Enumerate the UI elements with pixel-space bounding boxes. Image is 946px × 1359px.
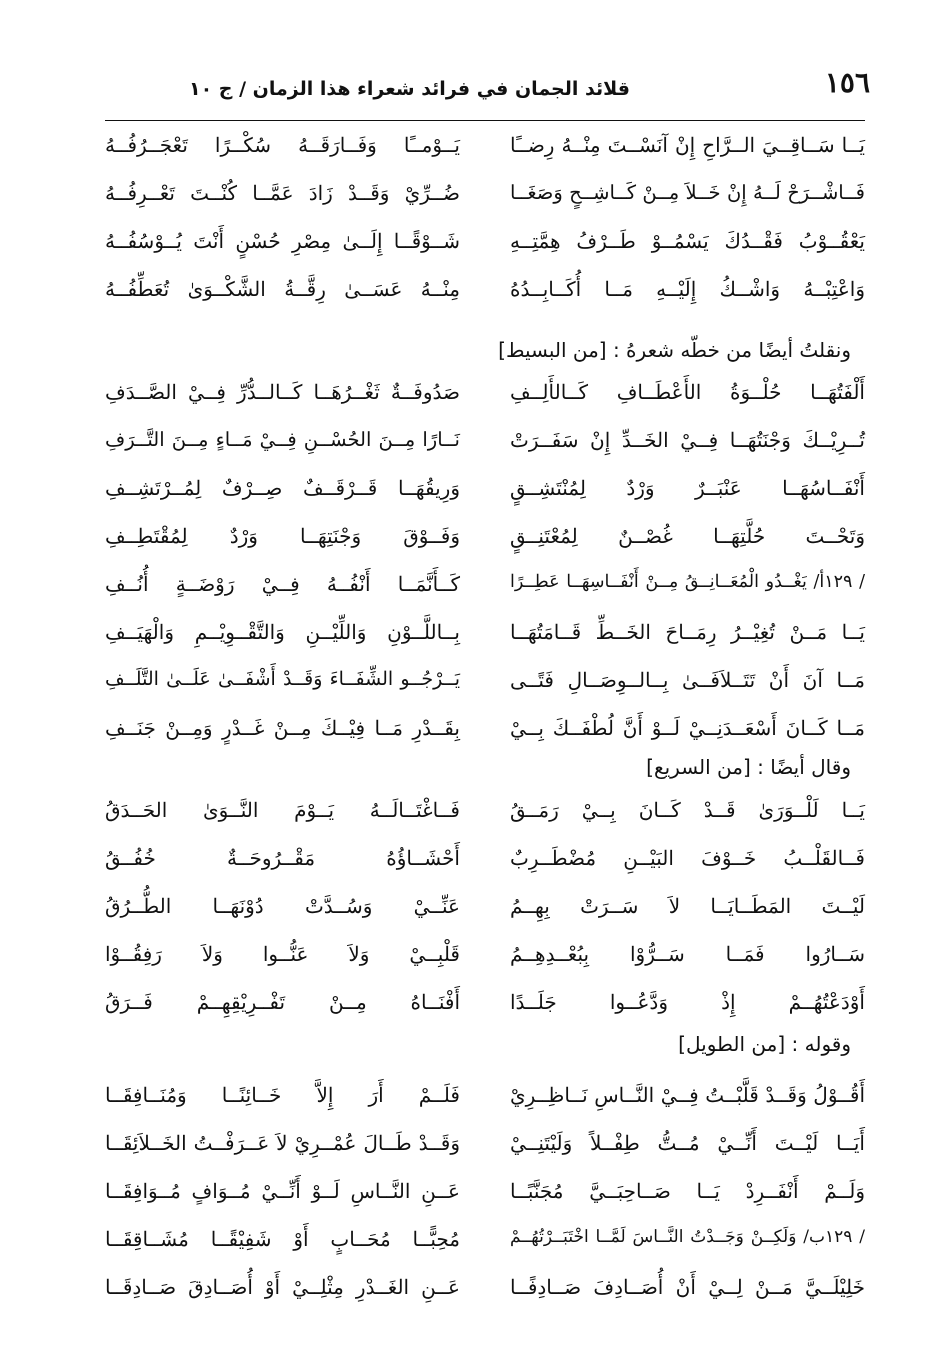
second-hemistich: يَــرْجُــو الشِّفَــاءَ وَقَــدْ أَشْفَــىٰ عَلَــىٰ التَّلَــفِ — [105, 668, 460, 690]
first-hemistich: وَاعْتِبْــهُ وَاشْــكُ إِلَيْــهِ مَــا أُكَــابِــدُهُ — [510, 277, 865, 301]
first-hemistich: يَعْقُــوْبُ فَقْــدُكَ يَسْمُــوْ طَــرْفُ هِمَّتِــهِ — [510, 229, 865, 253]
page-number: ١٥٦ — [824, 66, 870, 99]
second-hemistich: فَلَــمْ أَرَ إِلاَّ خَــائِنًــا وَمُنَــافِقَــا — [105, 1083, 460, 1107]
poem-section-1 — [105, 125, 865, 317]
verse-line — [105, 838, 865, 886]
poem-section-4 — [105, 1075, 865, 1315]
verse-line — [105, 125, 865, 173]
second-hemistich: شَــوْقًــا إِلَــىٰ مِصْرِ حُسْنٍ أَنْتَ يُــوْسُفُــهُ — [105, 229, 460, 253]
poem-section-2 — [105, 372, 865, 756]
first-hemistich: أَنْفَــاسُهَــا عَنْبَــرٌ وَرْدٌ لِمُنْتَشِــقٍ — [510, 476, 865, 500]
first-hemistich: لَيْــتَ المَطَــايَــا لاَ سَــرَتْ بِهِــمُ — [510, 894, 865, 918]
verse-line — [105, 1171, 865, 1219]
first-hemistich: خَلِيْلَــيَّ مَــنْ لِــيْ أَنْ أُصَــادِفَ صَــادِفًــا — [510, 1275, 865, 1299]
verse-line — [105, 1075, 865, 1123]
second-hemistich: أَفْنَــاهُ مِــنْ تَفْــرِيْقِهِــمْ فَــرَقُ — [105, 990, 460, 1014]
first-hemistich: أَيَــا لَيْــتَ أَنِّــيْ مُــتُّ طِفْــلاً وَلَيْتَنِــيْ — [510, 1131, 865, 1155]
second-hemistich: بِقَــدْرِ مَــا فِيْــكَ مِــنْ غَــدْرٍ وَمِــنْ جَنَــفِ — [105, 716, 460, 740]
intro-line-2: ونقلتُ أيضًا من خطّه شعرهُ : [من البسيط] — [498, 338, 851, 362]
first-hemistich: سَــارُوا فَمَــا سَــرُّوْا بِبُعْــدِهِــمُ — [510, 942, 865, 966]
intro-line-3: وقال أيضًا : [من السريع] — [646, 755, 851, 779]
verse-line — [105, 269, 865, 317]
running-title: قلائد الجمان في فرائد شعراء هذا الزمان / ج ١٠ — [188, 78, 630, 100]
verse-line — [105, 934, 865, 982]
verse-line — [105, 660, 865, 708]
verse-line — [105, 886, 865, 934]
second-hemistich: عَنِّــيْ وَسُــدَّتْ دُوْنَهَــا الطُّــرُقُ — [105, 894, 460, 918]
first-hemistich: تُــرِيْــكَ وَجْنَتُهَــا فِــيْ الخَــدِّ إِنْ سَفَــرَتْ — [510, 428, 865, 452]
second-hemistich: وَفَــوْقَ وَجْنَتِهَــا وَرْدٌ لِمُقْتَطِــفِ — [105, 524, 460, 548]
second-hemistich: مُحِبًّــا مُحَــابٍ أَوْ شَفِيْقًــا مُشَــاقِقَــا — [105, 1227, 460, 1251]
header-rule — [105, 120, 865, 121]
verse-line — [105, 372, 865, 420]
verse-line — [105, 1219, 865, 1267]
second-hemistich: كَــأَنَّمَــا أَنْفُــهُ فِــيْ رَوْضَــةٍ أُنُــفِ — [105, 572, 460, 596]
first-hemistich: فَــاشْــرَحْ لَــهُ إِنْ خَــلاَ مِــنْ كَــاشِــحٍ وَصَغَــا — [510, 181, 865, 204]
second-hemistich: وَقَــدْ طَــالَ عُمْــرِيْ لاَ عَــرَفْــتُ الخَــلاَئِقَــا — [105, 1131, 460, 1155]
verse-line — [105, 420, 865, 468]
first-hemistich: / ١٢٩أ/ يَغْــدُو الْمُعَــانِــقُ مِــنْ أَنْفَــاسِهَــا عَطِــرًا — [510, 572, 865, 592]
first-hemistich: يَــا مَــنْ تُغِيْــرُ رِمَــاحَ الخَــطِّ قَــامَتُهَــا — [510, 620, 865, 644]
second-hemistich: نَــارًا مِــنَ الحُسْــنِ فِــيْ مَــاءٍ مِــنَ التَّــرَفِ — [105, 428, 460, 451]
first-hemistich: مَــا كَــانَ أَسْعَــدَنِــيْ لَــوْ أَنَّ لُطْفَــكَ بِــيْ — [510, 716, 865, 740]
verse-line — [105, 173, 865, 221]
second-hemistich: ضُــرِّيْ وَقَــدْ زَادَ عَمَّــا كُنْــتَ تَعْــرِفُــهُ — [105, 181, 460, 205]
second-hemistich: قَلْبِــيْ وَلاَ عَنُّــوا وَلاَ رَفِقُــوْا — [105, 942, 460, 966]
verse-line — [105, 612, 865, 660]
first-hemistich: وَتَحْــتَ حُلَّتِهَــا غُصْــنٌ لِمُعْتَنِــقٍ — [510, 524, 865, 548]
first-hemistich: مَــا آنَ أَنْ تَتَــلاَفَــىٰ بِــالــوِصَــالِ فَتًــى — [510, 668, 865, 692]
verse-line — [105, 982, 865, 1030]
verse-line — [105, 1267, 865, 1315]
verse-line — [105, 708, 865, 756]
verse-line — [105, 1123, 865, 1171]
first-hemistich: أَلْفَتُهَــا حُلْــوَةُ الأَعْطَــافِ كَــالأَلِــفِ — [510, 380, 865, 404]
second-hemistich: عَــنِ الغَــدْرِ مِثْلِــيْ أَوْ أُصَــادِقَ صَــادِقَــا — [105, 1275, 460, 1299]
second-hemistich: يَــوْمــًا وَفَــارَقَــهُ سُكْــرًا تَعْجَــرُفُــهُ — [105, 133, 460, 157]
verse-line — [105, 468, 865, 516]
intro-line-4: وقوله : [من الطويل] — [678, 1032, 851, 1056]
second-hemistich: صَدُوفَــةٌ ثَغْــرُهَــا كَــالــدُّرِّ فِــيْ الصَّــدَفِ — [105, 380, 460, 404]
page-header — [100, 64, 870, 112]
first-hemistich: أَقُــوْلُ وَقَــدْ قَلَّبْــتُ فِــيْ النَّــاسِ نَــاظِــرِيْ — [510, 1083, 865, 1107]
second-hemistich: فَــاغْتَــالَــهُ يَــوْمَ النَّــوَىٰ الحَــدَقُ — [105, 798, 460, 822]
poem-section-3 — [105, 790, 865, 1030]
verse-line — [105, 790, 865, 838]
second-hemistich: وَرِيقُهَــا قَــرْقَــفٌ صِــرْفٌ لِمُــرْتَشِــفِ — [105, 476, 460, 500]
second-hemistich: بِــاللَّــوْنِ وَاللِّيْــنِ وَالتَّقْــوِيْــمِ وَالْهَيَــفِ — [105, 620, 460, 644]
first-hemistich: يَــا سَــاقِــيَ الــرَّاحِ إِنْ آنَسْــتَ مِنْــهُ رِضــًا — [510, 133, 865, 157]
verse-line — [105, 516, 865, 564]
verse-line — [105, 564, 865, 612]
first-hemistich: فَــالقَلْــبُ خَــوْفَ البَيْــنِ مُضْطَــرِبٌ — [510, 846, 865, 870]
first-hemistich: يَــا لَلْــوَرَىٰ قَــدْ كَــانَ بِــيْ رَمَــقُ — [510, 798, 865, 822]
first-hemistich: / ١٢٩ب/ وَلَكِــنْ وَجَــدْتُ النَّــاسَ لَمَّــا اخْتَبَــرْتُهُــمْ — [510, 1227, 865, 1247]
verse-line — [105, 221, 865, 269]
second-hemistich: مِنْــهُ عَسَــىٰ رِقَّــةُ الشَّكْــوَىٰ تُعَطِّفُــهُ — [105, 277, 460, 301]
first-hemistich: وَلَــمْ أَنْفَــرِدْ يَــا صَــاحِبَــيَّ مُجَنَّبًــا — [510, 1179, 865, 1203]
second-hemistich: أَحْشَــاؤُهُ مَقْــرُوحَــةٌ خُفُــقُ — [105, 846, 460, 870]
first-hemistich: أَوْدَعْتُهُــمْ إِذْ وَدَّعُــوا جَلَــدًا — [510, 990, 865, 1014]
second-hemistich: عَــنِ النَّــاسِ لَــوْ أَنِّــيْ مُــوَافٍ مُــوَافِقَــا — [105, 1179, 460, 1203]
